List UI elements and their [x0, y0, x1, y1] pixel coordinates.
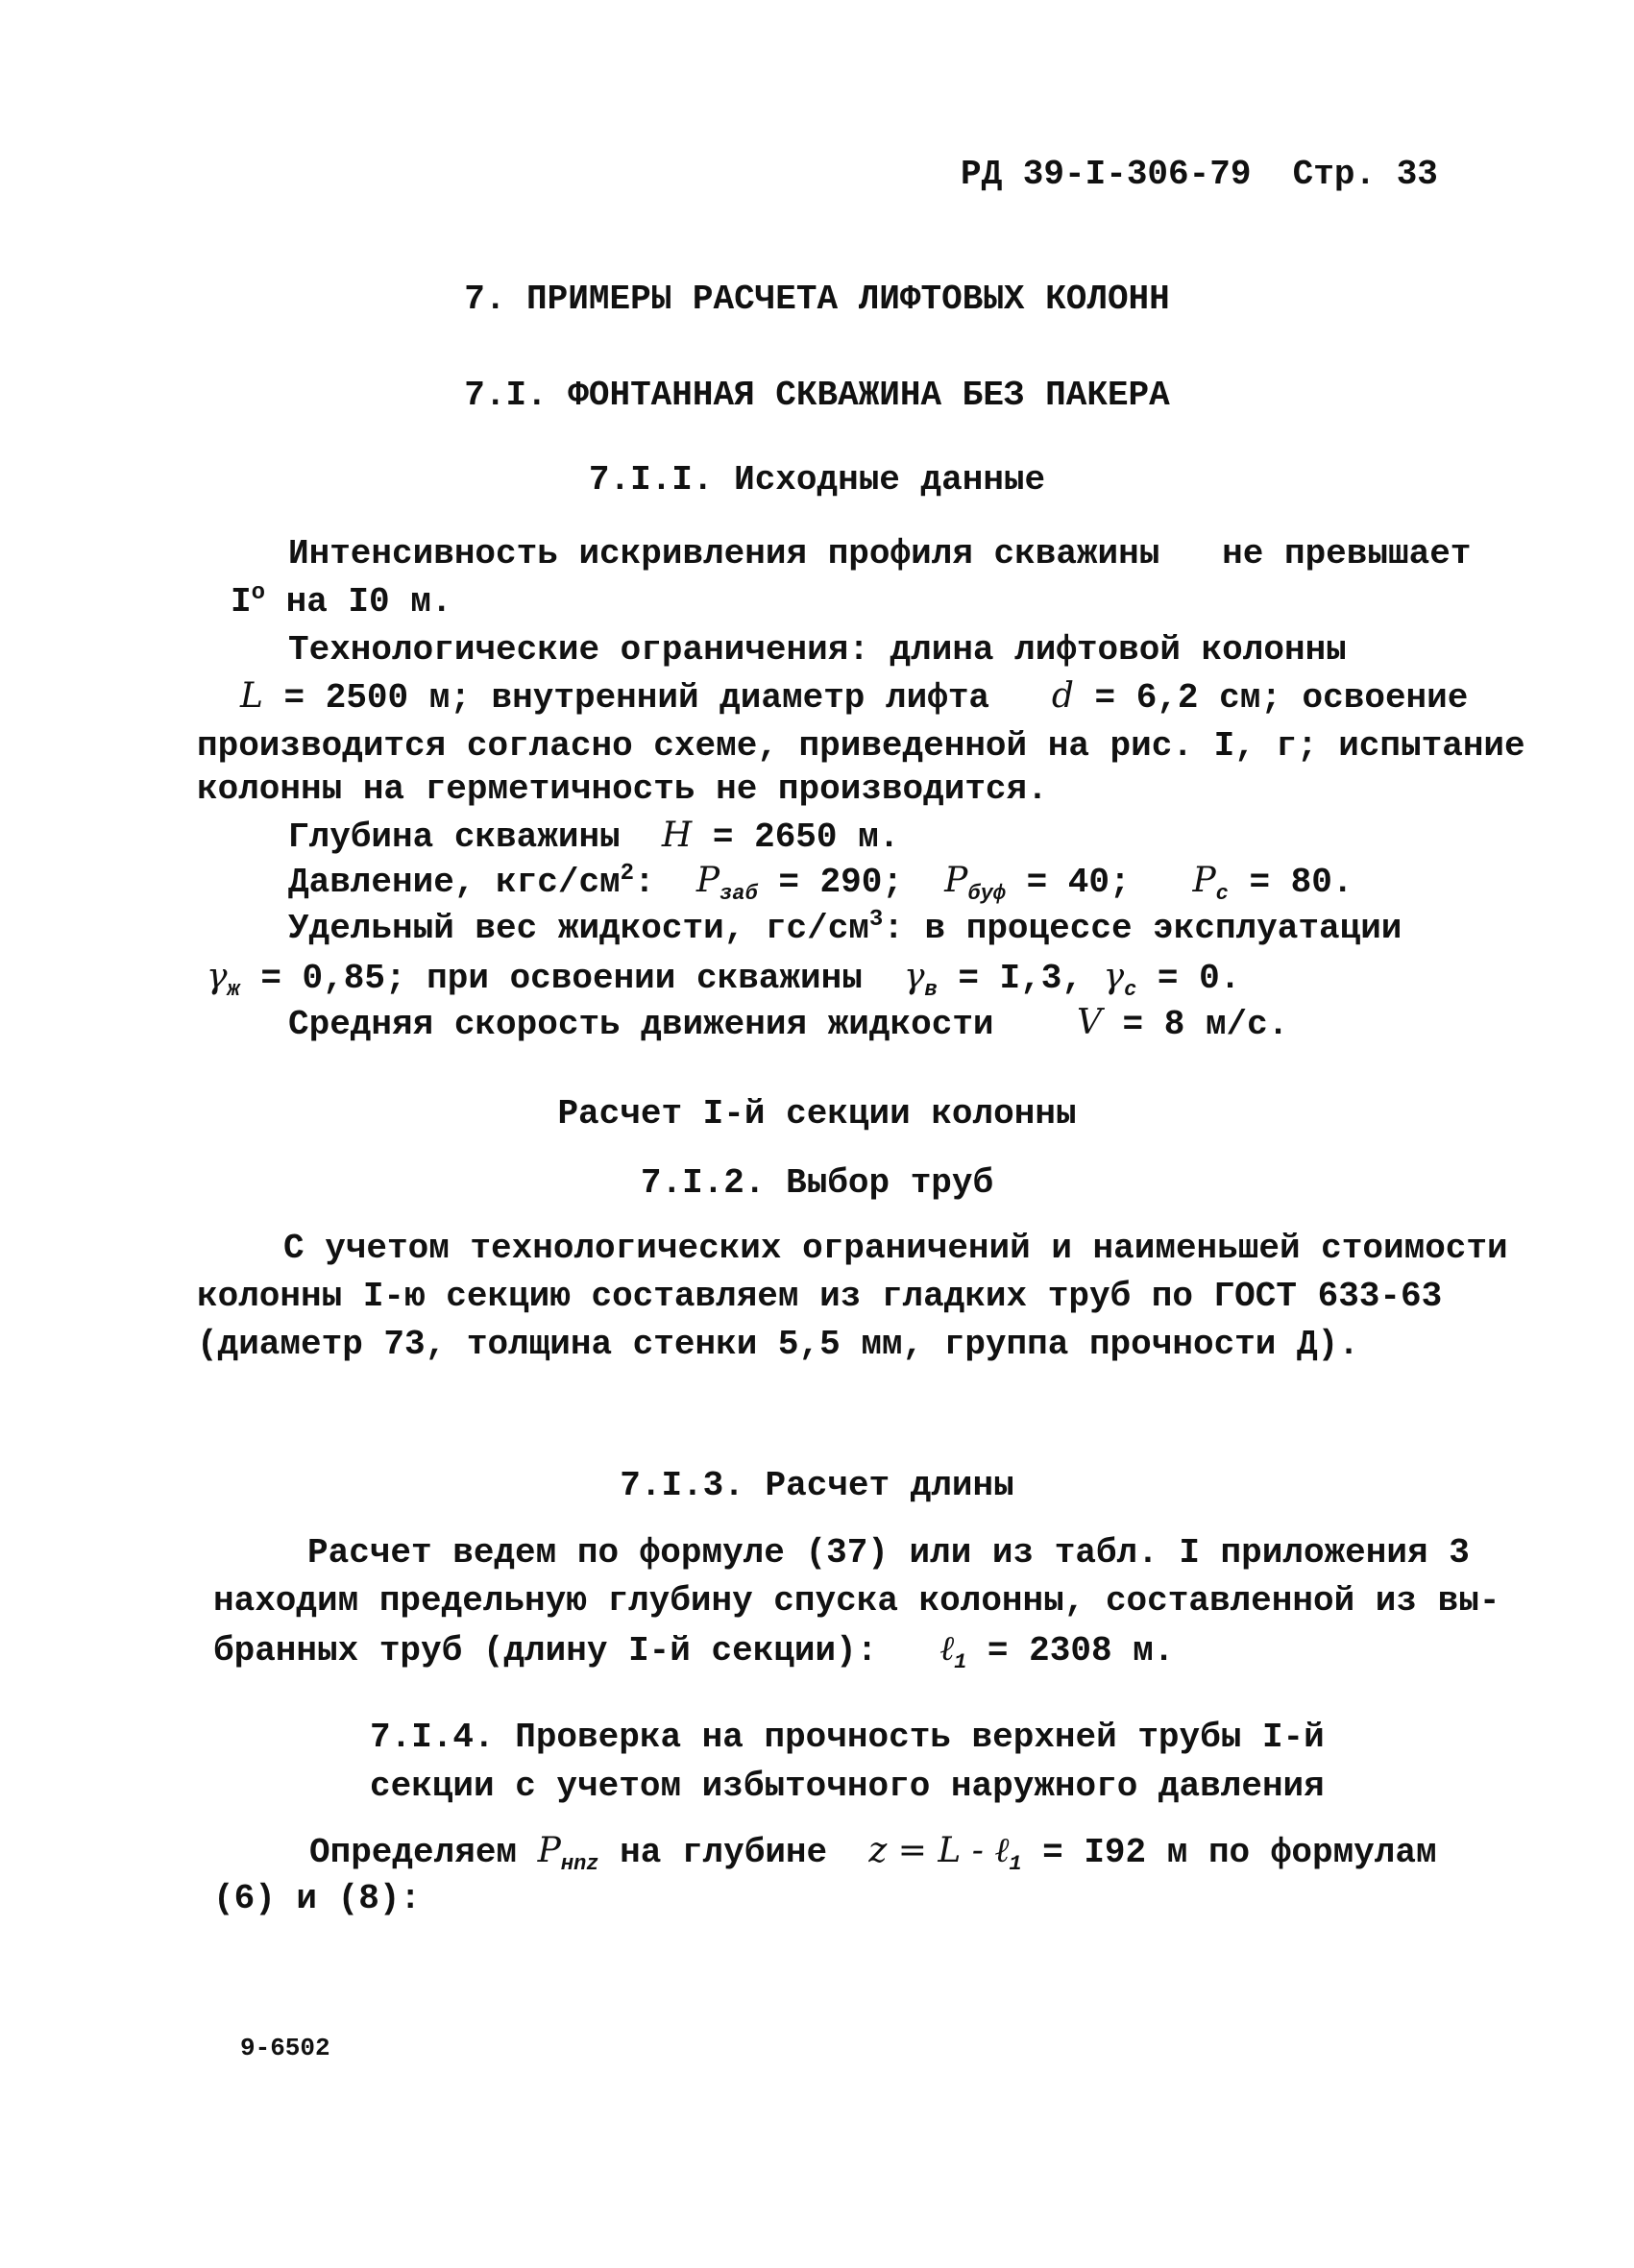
- var-P-zab: P: [695, 861, 720, 900]
- var-L: L: [240, 676, 263, 716]
- para-velocity: Средняя скорость движения жидкости V = 8 м/с.: [288, 1003, 1289, 1044]
- para-pressure: Давление, кгс/$см^2$: $P_{заб} = 290$; $P_{буф} = 40$; $P_с = 80$.: [288, 861, 1354, 907]
- para-length-2: находим предельную глубину спуска колонны, составленной из вы-: [213, 1581, 1500, 1621]
- doc-code: РД 39-I-306-79: [961, 155, 1252, 194]
- heading-7-1-2: 7.I.2. Выбор труб: [640, 1163, 994, 1203]
- var-P-buf: P: [944, 861, 968, 900]
- heading-7-1-3: 7.I.3. Расчет длины: [620, 1466, 1014, 1505]
- footer-code: 9-6502: [240, 2034, 330, 2062]
- para-specific-weight-2: $\gamma_ж = 0,85$; при освоении скважины $\gamma_в = I,3$, $\gamma_с = 0$.: [207, 957, 1241, 1003]
- var-gamma-c: γ: [1103, 957, 1125, 996]
- heading-7-1-1: 7.I.I. Исходные данные: [588, 460, 1046, 500]
- para-tech-4: колонны на герметичность не производится.: [197, 769, 1048, 809]
- para-tech-1: Технологические ограничения: длина лифтовой колонны: [288, 630, 1347, 670]
- var-P-c: P: [1192, 861, 1216, 900]
- heading-calc-section-1: Расчет I-й секции колонны: [557, 1094, 1077, 1134]
- para-pipe-choice-2: колонны I-ю секцию составляем из гладких труб по ГОСТ 633-63: [197, 1277, 1443, 1316]
- page-number: 33: [1396, 155, 1438, 194]
- para-length-1: Расчет ведем по формуле (37) или из табл. I приложения 3: [307, 1533, 1470, 1573]
- para-curvature-2: $I^o$ на I0 м.: [231, 580, 452, 622]
- var-gamma-v: γ: [904, 957, 925, 996]
- section-title: 7. ПРИМЕРЫ РАСЧЕТА ЛИФТОВЫХ КОЛОНН: [464, 280, 1170, 319]
- para-tech-3: производится согласно схеме, приведенной на рис. I, г; испытание: [197, 726, 1525, 766]
- var-l1: ℓ: [939, 1629, 955, 1669]
- var-gamma-zh: γ: [207, 957, 228, 996]
- para-check-1: Определяем $P_{нnz}$ на глубине z = L - ℓ$_1$ = I92 м по формулам: [309, 1831, 1437, 1877]
- para-check-2: (6) и (8):: [213, 1879, 422, 1918]
- heading-7-1-4-line1: 7.I.4. Проверка на прочность верхней трубы I-й: [370, 1718, 1325, 1757]
- var-H: H: [661, 816, 693, 855]
- para-tech-2: L = 2500 м; внутренний диаметр лифта d = 6,2 см; освоение: [240, 676, 1469, 718]
- doc-code-header: [961, 154, 1438, 196]
- formula-z: z = L - ℓ: [868, 1831, 1010, 1870]
- section-subtitle: 7.I. ФОНТАННАЯ СКВАЖИНА БЕЗ ПАКЕРА: [464, 376, 1170, 415]
- para-curvature-1: Интенсивность искривления профиля скважины не превышает: [288, 534, 1472, 573]
- var-P-nnz: P: [537, 1831, 561, 1870]
- para-specific-weight-1: Удельный вес жидкости, $гс/см^3$: в процессе эксплуатации: [288, 907, 1402, 948]
- var-d: d: [1051, 676, 1074, 716]
- heading-7-1-4-line2: секции с учетом избыточного наружного давления: [370, 1767, 1325, 1806]
- var-V: V: [1076, 1003, 1102, 1042]
- para-depth: Глубина скважины H = 2650 м.: [288, 816, 900, 857]
- para-pipe-choice-1: С учетом технологических ограничений и наименьшей стоимости: [283, 1229, 1508, 1268]
- para-length-3: бранных труб (длину I-й секции): ℓ$_1$ = 2308 м.: [213, 1629, 1175, 1675]
- page-label: Стр.: [1292, 155, 1377, 194]
- para-pipe-choice-3: (диаметр 73, толщина стенки 5,5 мм, группа прочности Д).: [197, 1325, 1359, 1364]
